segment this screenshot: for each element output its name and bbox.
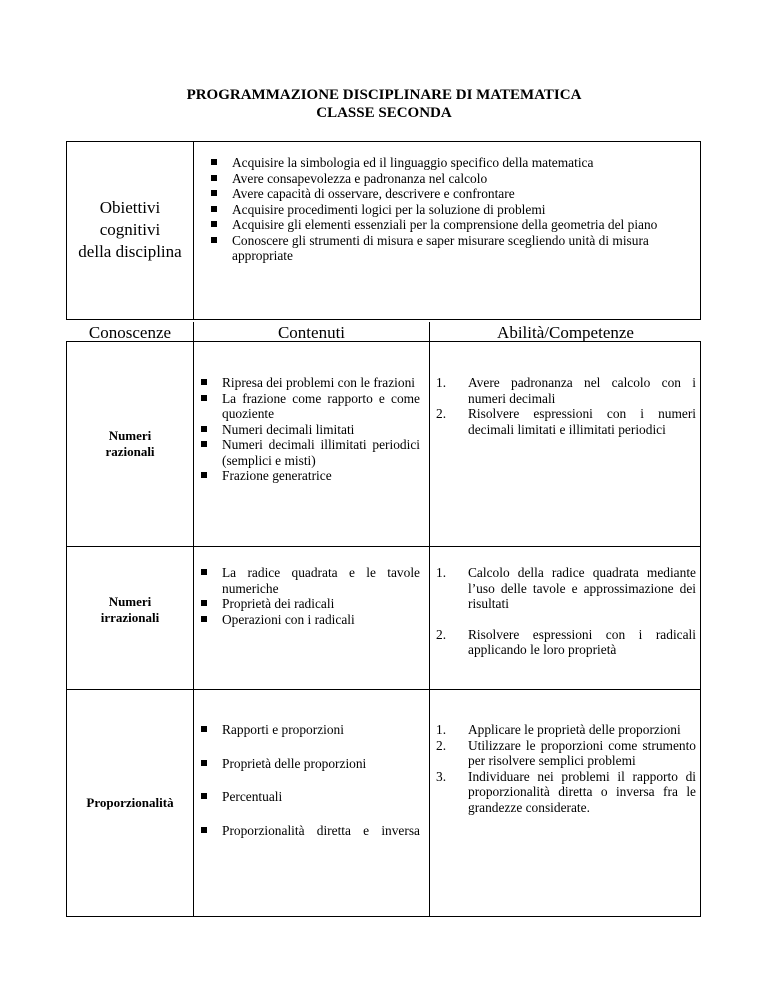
abilita-item: 2. Utilizzare le proporzioni come strumento per risolvere semplici problemi — [436, 737, 696, 768]
abilita-item: 1. Avere padronanza nel calcolo con i numeri decimali — [436, 375, 696, 406]
abilita-list — [434, 375, 696, 437]
contenuto-item: La radice quadrata e le tavole numeriche — [198, 565, 420, 596]
contenuto-item: Numeri decimali illimitati periodici (semplici e misti) — [198, 437, 420, 468]
contenuto-item: Proporzionalità diretta e inversa — [198, 823, 420, 839]
objective-item: Acquisire la simbologia ed il linguaggio specifico della matematica — [208, 155, 688, 171]
row-label-proporzionalita: Proporzionalità — [86, 795, 174, 810]
contenuti-list — [198, 722, 420, 838]
abilita-item: 1. Calcolo della radice quadrata mediante l’uso delle tavole e approssimazione dei risultati — [436, 565, 696, 611]
contenuto-item: Proprietà dei radicali — [198, 596, 420, 612]
contenuti-list — [198, 565, 420, 627]
contenuto-item: Proprietà delle proporzioni — [198, 756, 420, 772]
objective-item: Avere consapevolezza e padronanza nel calcolo — [208, 171, 688, 187]
objective-item: Conoscere gli strumenti di misura e saper misurare scegliendo unità di misura appropriate — [208, 233, 688, 264]
document-title: PROGRAMMAZIONE DISCIPLINARE DI MATEMATICA — [186, 87, 582, 103]
objectives-list — [208, 155, 688, 264]
objectives-label: Obiettivi cognitivi della disciplina — [78, 198, 182, 261]
column-header-conoscenze: Conoscenze — [88, 323, 172, 342]
abilita-list — [434, 722, 696, 815]
column-divider-2 — [429, 322, 430, 917]
column-header-abilita: Abilità/Competenze — [497, 323, 634, 342]
abilita-item: 2. Risolvere espressioni con i radicali applicando le loro proprietà — [436, 626, 696, 657]
contenuto-item: Operazioni con i radicali — [198, 612, 420, 628]
document-subtitle: CLASSE SECONDA — [316, 105, 452, 121]
abilita-item: 1. Applicare le proprietà delle proporzioni — [436, 722, 681, 737]
abilita-item: 2. Risolvere espressioni con i numeri decimali limitati e illimitati periodici — [436, 406, 696, 437]
contenuto-item: La frazione come rapporto e come quoziente — [198, 391, 420, 422]
abilita-item: 3. Individuare nei problemi il rapporto di proporzionalità diretta o inversa fra le grandezze considerate. — [436, 768, 696, 815]
objective-item: Avere capacità di osservare, descrivere e confrontare — [208, 186, 688, 202]
column-header-contenuti: Contenuti — [277, 323, 346, 342]
row-label-numeri-irrazionali: Numeri irrazionali — [100, 594, 160, 625]
contenuto-item: Rapporti e proporzioni — [198, 722, 420, 738]
contenuto-item: Numeri decimali limitati — [198, 422, 420, 438]
contenuti-list — [198, 375, 420, 484]
contenuto-item: Frazione generatrice — [198, 468, 420, 484]
contenuto-item: Percentuali — [198, 789, 420, 805]
row-divider — [66, 546, 701, 547]
row-divider — [66, 689, 701, 690]
objective-item: Acquisire procedimenti logici per la soluzione di problemi — [208, 202, 688, 218]
contenuto-item: Ripresa dei problemi con le frazioni — [198, 375, 420, 391]
abilita-list — [434, 565, 696, 658]
row-label-numeri-razionali: Numeri razionali — [105, 428, 155, 459]
objective-item: Acquisire gli elementi essenziali per la comprensione della geometria del piano — [208, 217, 688, 233]
